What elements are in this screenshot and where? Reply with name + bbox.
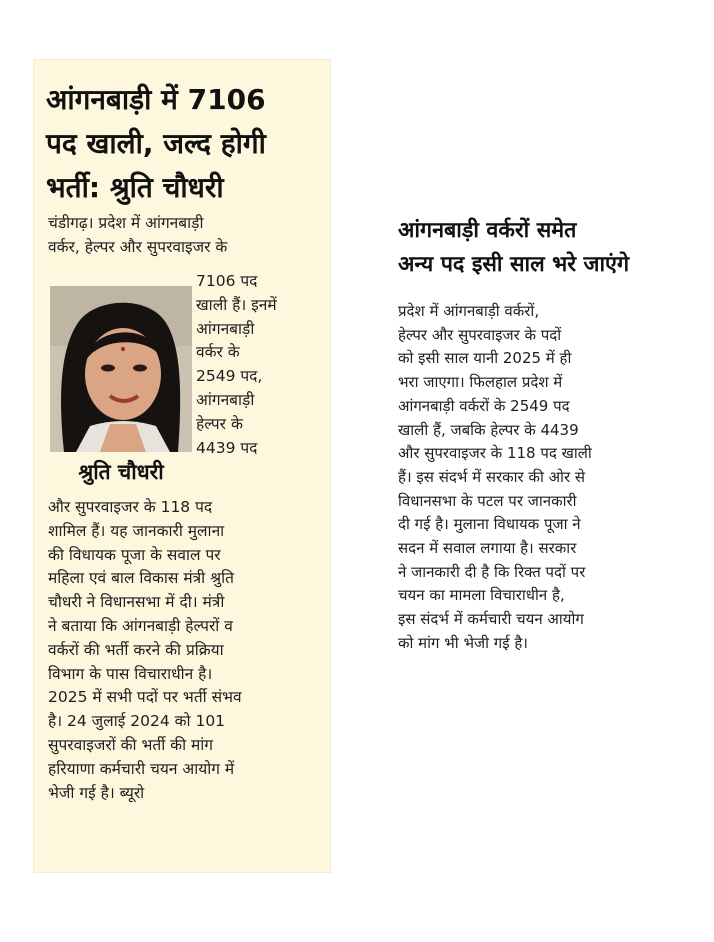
left-body-line: है। 24 जुलाई 2024 को 101 [48,712,226,731]
right-body-line: को इसी साल यानी 2025 में ही [398,349,572,368]
left-body-line: और सुपरवाइजर के 118 पद [48,498,213,516]
right-headline [398,214,688,282]
left-body-line: आंगनबाड़ी [196,390,255,409]
left-news-clipping [34,60,330,872]
left-body-line: 2025 में सभी पदों पर भर्ती संभव [48,688,242,707]
left-headline-line: भर्ती: श्रुति चौधरी [46,171,224,204]
left-body-side [196,270,326,460]
left-body-line: वर्करों की भर्ती करने की प्रक्रिया [48,640,224,659]
left-body-line: हरियाणा कर्मचारी चयन आयोग में [48,759,235,778]
right-headline-line: अन्य पद इसी साल भरे जाएंगे [398,252,630,277]
right-body [398,300,684,656]
right-body-line: और सुपरवाइजर के 118 पद खाली [398,444,592,463]
left-body-line: हेल्पर के [196,414,243,433]
left-headline-line: आंगनबाड़ी में 7106 [46,83,266,116]
right-body-line: दी गई है। मुलाना विधायक पूजा ने [398,515,581,534]
right-body-line: खाली हैं, जबकि हेल्पर के 4439 [398,420,579,439]
right-body-line: सदन में सवाल लगाया है। सरकार [398,539,577,558]
left-body-line: 7106 पद [196,272,258,290]
left-body-line: चंडीगढ़। प्रदेश में आंगनबाड़ी [48,214,204,232]
left-body-line: शामिल हैं। यह जानकारी मुलाना [48,521,225,540]
right-body-line: भरा जाएगा। फिलहाल प्रदेश में [398,373,563,392]
right-body-line: इस संदर्भ में कर्मचारी चयन आयोग [398,610,584,629]
left-body-line: महिला एवं बाल विकास मंत्री श्रुति [48,569,234,588]
left-body-line: वर्कर के [196,343,240,362]
right-headline-line: आंगनबाड़ी वर्करों समेत [398,218,577,243]
left-body-line: भेजी गई है। ब्यूरो [48,783,145,802]
left-body-line: ने बताया कि आंगनबाड़ी हेल्परों व [48,616,233,635]
right-body-line: हेल्पर और सुपरवाइजर के पदों [398,325,562,344]
right-body-line: प्रदेश में आंगनबाड़ी वर्करों, [398,302,540,320]
right-body-line: आंगनबाड़ी वर्करों के 2549 पद [398,396,570,415]
left-body-line: चौधरी ने विधानसभा में दी। मंत्री [48,593,225,612]
left-body-line: 2549 पद, [196,367,263,386]
left-headline-line: पद खाली, जल्द होगी [46,127,266,160]
left-body-line: 4439 पद [196,438,258,457]
left-body-line: की विधायक पूजा के सवाल पर [48,545,221,564]
right-body-line: विधानसभा के पटल पर जानकारी [398,491,577,510]
photo-caption: श्रुति चौधरी [50,452,192,492]
left-body-line: आंगनबाड़ी [196,319,255,338]
left-body-top [48,212,330,260]
right-body-line: चयन का मामला विचाराधीन है, [398,586,565,605]
right-body-line: ने जानकारी दी है कि रिक्त पदों पर [398,562,586,581]
left-headline [46,78,326,210]
left-body-line: वर्कर, हेल्पर और सुपरवाइजर के [48,237,228,256]
left-body-line: सुपरवाइजरों की भर्ती की मांग [48,735,214,754]
right-body-line: को मांग भी भेजी गई है। [398,633,528,652]
minister-photo [50,286,192,452]
right-body-line: हैं। इस संदर्भ में सरकार की ओर से [398,467,585,486]
left-body-line: विभाग के पास विचाराधीन है। [48,664,213,683]
right-news-clipping [384,200,684,740]
left-body-bottom [48,496,330,805]
left-body-line: खाली हैं। इनमें [196,295,277,314]
